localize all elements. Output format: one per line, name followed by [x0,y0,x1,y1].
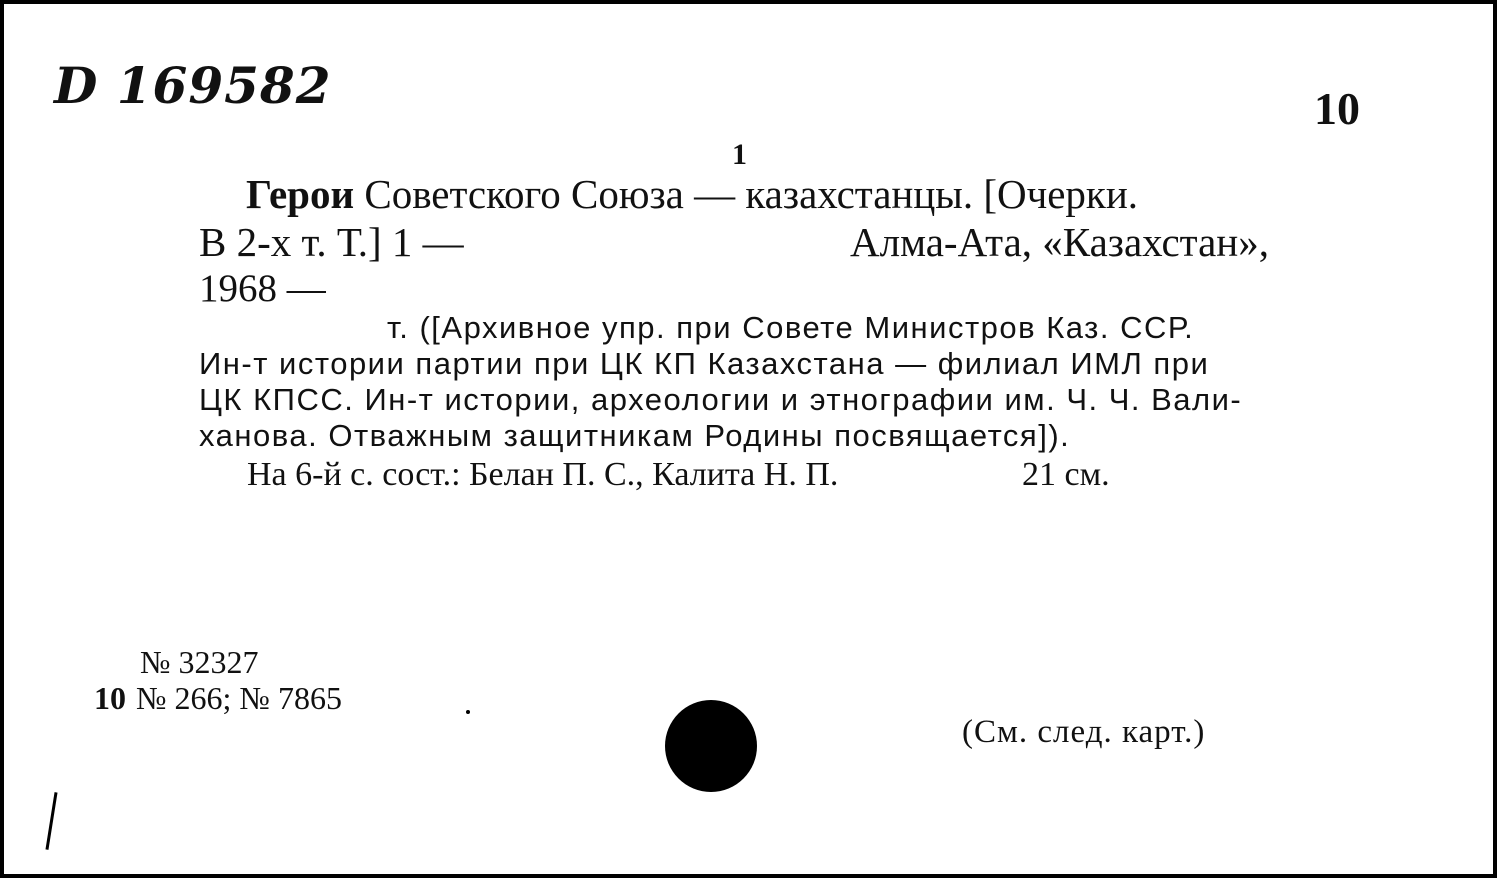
accession-copy-count: 10 [94,680,126,716]
title-line-2-left: В 2-х т. Т.] 1 — [199,219,464,265]
note-line-2: Ин-т истории партии при ЦК КП Казахстана — филиал ИМЛ при [199,346,1210,381]
ink-speck [466,710,470,714]
title-line-1 [246,170,1138,218]
title-line-3: 1968 — [199,267,326,310]
accession-line-1: № 32327 [140,644,259,680]
title-line-1-rest: Советского Союза — казахстанцы. [Очерки. [354,171,1139,217]
handwritten-slash-mark [45,792,57,850]
title-line-2-right: Алма-Ата, «Казахстан», [850,219,1269,265]
compilers-line: На 6-й с. сост.: Белан П. С., Калита Н. П. [247,456,839,493]
card-number: 10 [1314,83,1360,134]
call-number: D 169582 [54,56,332,115]
note-line-3: ЦК КПСС. Ин-т истории, археологии и этнографии им. Ч. Ч. Вали- [199,382,1243,417]
title-lead-word: Герои [246,171,355,217]
punch-hole [665,700,757,792]
volume-mark: 1 [732,138,747,171]
note-line-1: т. ([Архивное упр. при Совете Министров Каз. ССР. [387,310,1195,345]
accession-line-2 [94,680,342,717]
accession-numbers: № 266; № 7865 [136,680,342,716]
note-line-4: ханова. Отважным защитникам Родины посвящается]). [199,418,1071,453]
size: 21 см. [1022,456,1110,493]
continuation-note: (См. след. карт.) [962,714,1206,750]
